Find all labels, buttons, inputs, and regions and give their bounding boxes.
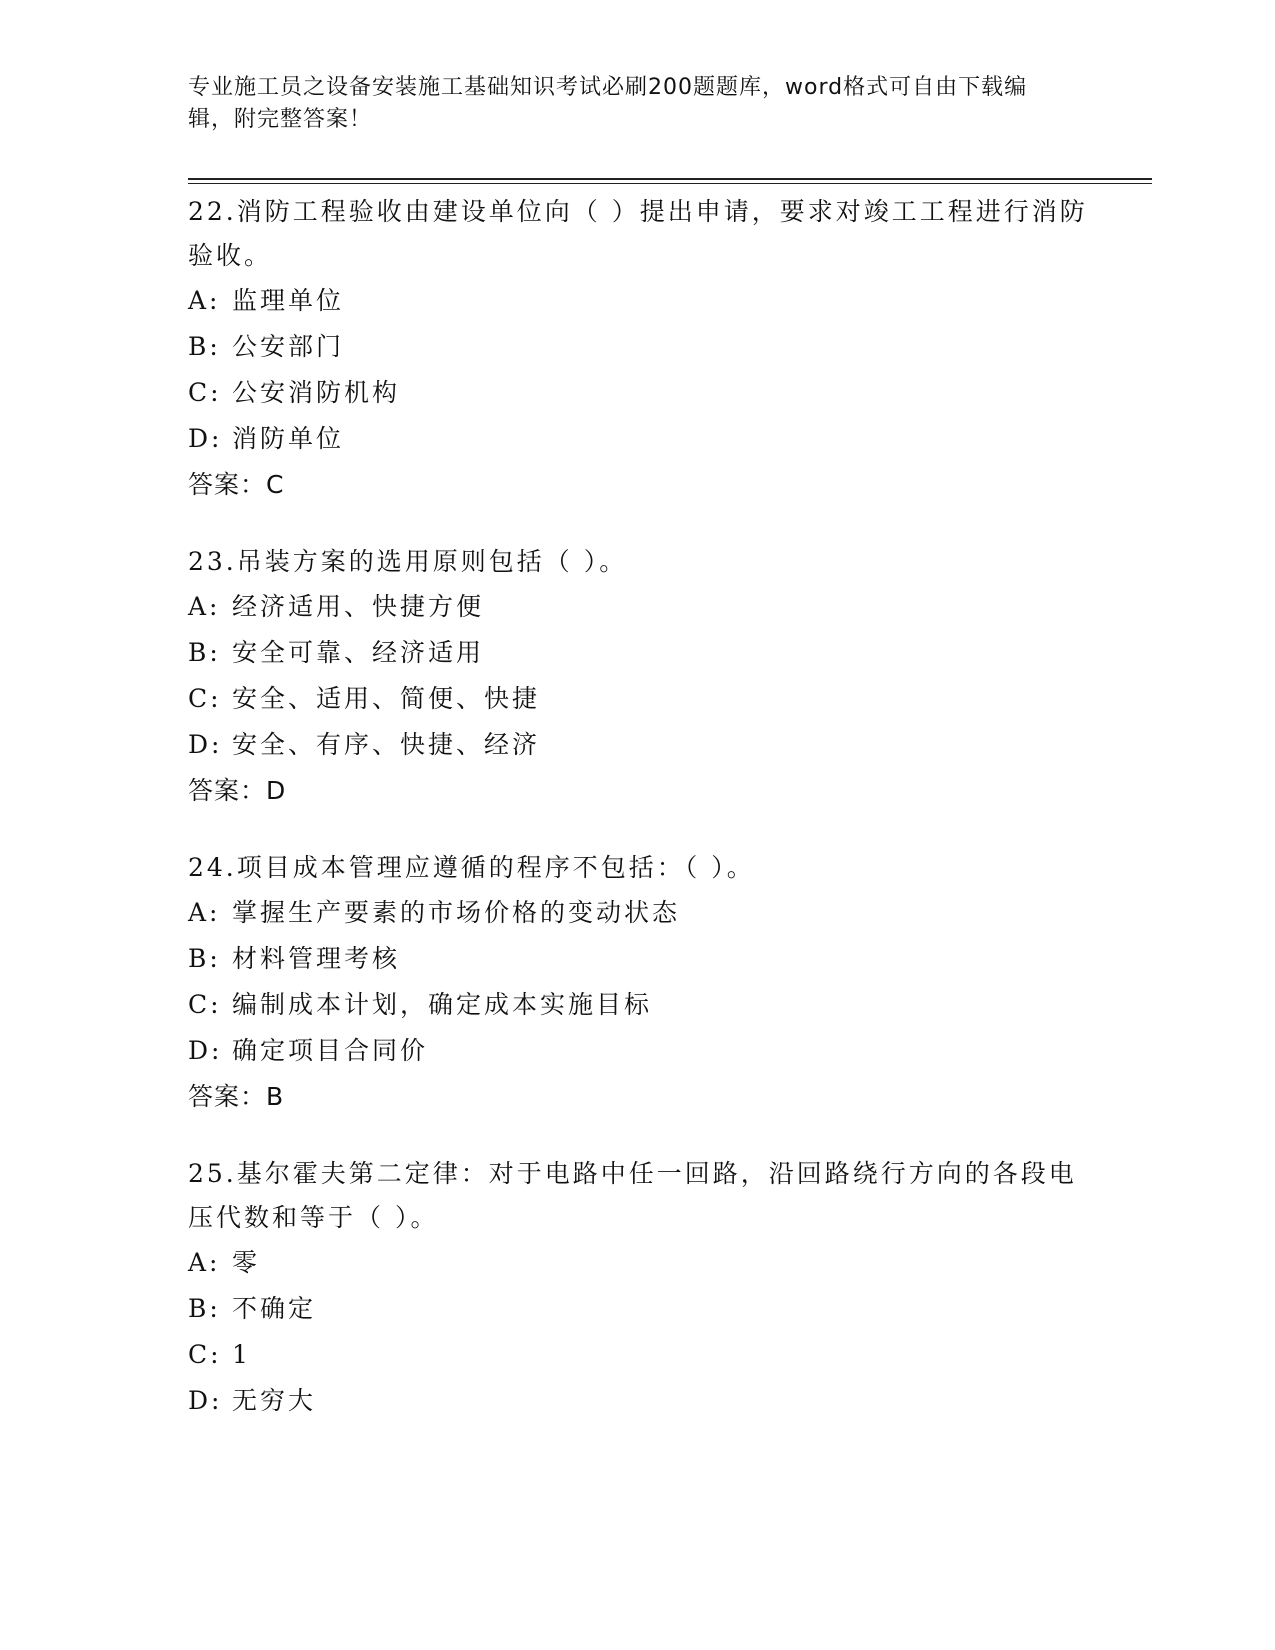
option-d xyxy=(188,416,1088,462)
option-text: 安全可靠、经济适用 xyxy=(232,638,485,667)
option-key: B: xyxy=(188,1294,221,1323)
option-a xyxy=(188,584,1088,630)
option-key: D: xyxy=(188,1036,223,1065)
option-text: 不确定 xyxy=(232,1294,317,1323)
option-text: 无穷大 xyxy=(232,1386,317,1415)
option-c xyxy=(188,982,1088,1028)
option-text: 公安部门 xyxy=(232,332,345,361)
option-key: A: xyxy=(188,286,221,315)
option-key: A: xyxy=(188,898,221,927)
option-c xyxy=(188,676,1088,722)
option-key: C: xyxy=(188,1340,222,1369)
option-key: D: xyxy=(188,730,223,759)
option-text: 监理单位 xyxy=(232,286,345,315)
option-c xyxy=(188,1332,1088,1378)
option-text: 材料管理考核 xyxy=(232,944,401,973)
header-divider xyxy=(188,178,1152,180)
option-text: 安全、有序、快捷、经济 xyxy=(232,730,541,759)
option-text: 消防单位 xyxy=(232,424,345,453)
option-text: 编制成本计划，确定成本实施目标 xyxy=(232,990,653,1019)
option-d xyxy=(188,1378,1088,1424)
option-a xyxy=(188,1240,1088,1286)
option-key: B: xyxy=(188,944,221,973)
option-key: D: xyxy=(188,424,223,453)
question-list xyxy=(188,190,1088,1456)
option-key: A: xyxy=(188,592,221,621)
option-b xyxy=(188,1286,1088,1332)
option-key: C: xyxy=(188,378,222,407)
header-divider-thin xyxy=(188,183,1152,184)
option-text: 1 xyxy=(232,1340,251,1369)
question-24 xyxy=(188,846,1088,1120)
option-b xyxy=(188,936,1088,982)
question-stem: 22.消防工程验收由建设单位向（ ）提出申请，要求对竣工工程进行消防验收。 xyxy=(188,197,1088,270)
option-key: B: xyxy=(188,638,221,667)
option-text: 零 xyxy=(232,1248,261,1277)
answer: 答案：C xyxy=(188,470,285,499)
option-b xyxy=(188,630,1088,676)
question-22 xyxy=(188,190,1088,508)
question-stem: 23.吊装方案的选用原则包括（ ）。 xyxy=(188,547,628,576)
question-stem: 25.基尔霍夫第二定律：对于电路中任一回路，沿回路绕行方向的各段电压代数和等于（ ）。 xyxy=(188,1159,1077,1232)
option-text: 经济适用、快捷方便 xyxy=(232,592,485,621)
document-header: 专业施工员之设备安装施工基础知识考试必刷200题题库，word格式可自由下载编辑，附完整答案！ xyxy=(188,75,1028,132)
option-text: 安全、适用、简便、快捷 xyxy=(232,684,541,713)
option-text: 掌握生产要素的市场价格的变动状态 xyxy=(232,898,681,927)
answer: 答案：D xyxy=(188,776,287,805)
answer: 答案：B xyxy=(188,1082,285,1111)
option-key: C: xyxy=(188,990,222,1019)
option-text: 公安消防机构 xyxy=(232,378,401,407)
question-25 xyxy=(188,1152,1088,1424)
option-key: A: xyxy=(188,1248,221,1277)
option-d xyxy=(188,722,1088,768)
option-b xyxy=(188,324,1088,370)
option-a xyxy=(188,890,1088,936)
question-23 xyxy=(188,540,1088,814)
option-a xyxy=(188,278,1088,324)
option-d xyxy=(188,1028,1088,1074)
option-text: 确定项目合同价 xyxy=(232,1036,429,1065)
option-key: B: xyxy=(188,332,221,361)
question-stem: 24.项目成本管理应遵循的程序不包括：（ ）。 xyxy=(188,853,755,882)
option-key: C: xyxy=(188,684,222,713)
option-key: D: xyxy=(188,1386,223,1415)
option-c xyxy=(188,370,1088,416)
